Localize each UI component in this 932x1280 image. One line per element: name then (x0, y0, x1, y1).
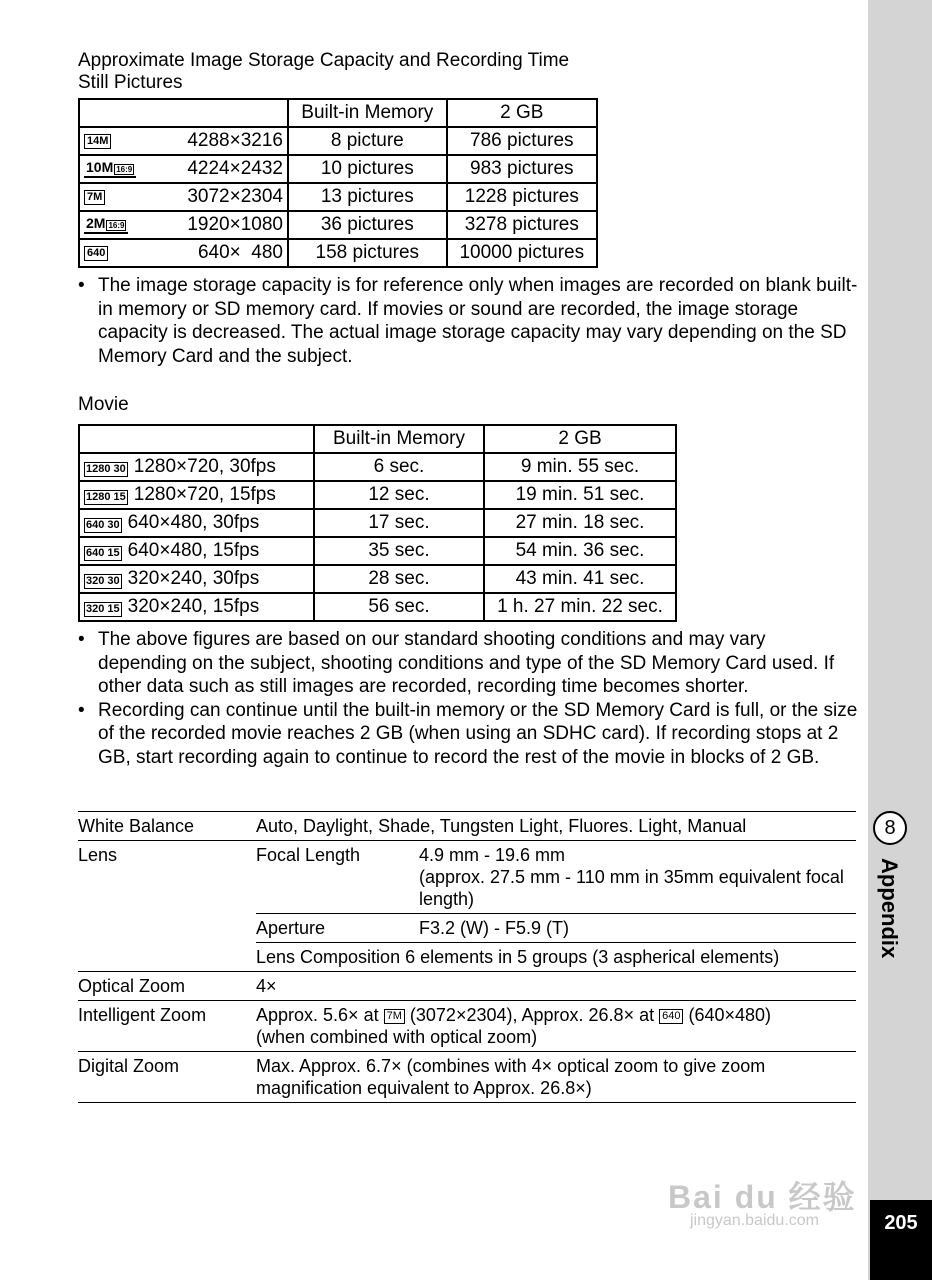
col-builtin: Built-in Memory (314, 425, 484, 453)
table-row: 14M 4288×3216 8 picture 786 pictures (79, 127, 597, 155)
table-row: 2M 16:9 1920×1080 36 pictures 3278 pictures (79, 211, 597, 239)
quality-640-icon: 640 (659, 1009, 683, 1024)
spec-row-optical-zoom: Optical Zoom 4× (78, 972, 856, 1001)
note-item: • The above figures are based on our standard shooting conditions and may vary depending on the subject, shooting conditions and type of the SD Memory Card used. If other data such as still images are recorded, recording time becomes shorter. (78, 628, 858, 699)
watermark-url: jingyan.baidu.com (690, 1212, 819, 1229)
page-number: 205 (884, 1212, 918, 1234)
quality-7m-icon: 7M (84, 190, 105, 205)
table-row: 1280 30 1280×720, 30fps 6 sec. 9 min. 55 sec. (79, 453, 676, 481)
table-row: 10M 16:9 4224×2432 10 pictures 983 pictures (79, 155, 597, 183)
movie-heading: Movie (78, 394, 129, 415)
table-row: 640 640× 480 158 pictures 10000 pictures (79, 239, 597, 267)
table-row: 320 15 320×240, 15fps 56 sec. 1 h. 27 min. 22 sec. (79, 593, 676, 621)
table-row: 1280 15 1280×720, 15fps 12 sec. 19 min. 51 sec. (79, 481, 676, 509)
movie-notes (78, 628, 858, 769)
quality-7m-icon: 7M (384, 1009, 405, 1024)
page-content (78, 50, 858, 1103)
note-item: • Recording can continue until the built-in memory or the SD Memory Card is full, or the size of the recorded movie reaches 2 GB (when using an SDHC card). If recording stops at 2 GB, start recording again to continue to record the rest of the movie in blocks of 2 GB. (78, 699, 858, 770)
chapter-number-badge: 8 (873, 811, 907, 845)
page-number-box (870, 1200, 932, 1280)
col-2gb: 2 GB (447, 99, 597, 127)
table-row: 640 15 640×480, 15fps 35 sec. 54 min. 36 sec. (79, 537, 676, 565)
table-header-row (79, 425, 676, 453)
quality-2m-icon: 2M 16:9 (84, 217, 128, 234)
table-row: 640 30 640×480, 30fps 17 sec. 27 min. 18 sec. (79, 509, 676, 537)
spec-table (78, 811, 856, 1103)
movie-table (78, 424, 677, 622)
table-header-row (79, 99, 597, 127)
still-notes (78, 274, 858, 368)
quality-640-icon: 640 (84, 246, 108, 261)
note-item: • The image storage capacity is for reference only when images are recorded on blank built-in memory or SD memory card. If movies or sound are recorded, the image storage capacity is decreased. The actual image storage capacity may vary depending on the SD Memory Card and the subject. (78, 274, 858, 368)
spec-row-lens-composition: Lens Composition 6 elements in 5 groups (3 aspherical elements) (78, 943, 856, 972)
page-title: Approximate Image Storage Capacity and Recording Time (78, 50, 570, 71)
chapter-sidebar (868, 0, 932, 1280)
movie-640-15-icon: 640 15 (86, 547, 120, 559)
movie-640-30-icon: 640 30 (86, 519, 120, 531)
spec-row-white-balance: White Balance Auto, Daylight, Shade, Tungsten Light, Fluores. Light, Manual (78, 812, 856, 841)
chapter-title: Appendix (877, 858, 902, 959)
watermark-logo: Bai du 经验 (668, 1179, 857, 1215)
quality-14m-icon: 14M (84, 134, 111, 149)
still-heading: Still Pictures (78, 72, 183, 93)
spec-row-intelligent-zoom: Intelligent Zoom Approx. 5.6× at 7M (3072×2304), Approx. 26.8× at 640 (640×480) (when combined with optical zoom) (78, 1001, 856, 1052)
col-2gb: 2 GB (484, 425, 676, 453)
movie-320-30-icon: 320 30 (86, 575, 120, 587)
movie-320-15-icon: 320 15 (86, 603, 120, 615)
movie-1280-15-icon: 1280 15 (86, 491, 126, 503)
still-table (78, 98, 598, 268)
table-row: 320 30 320×240, 30fps 28 sec. 43 min. 41 sec. (79, 565, 676, 593)
spec-row-lens-aperture: Aperture F3.2 (W) - F5.9 (T) (78, 914, 856, 943)
spec-row-lens-focal: Lens Focal Length 4.9 mm - 19.6 mm (approx. 27.5 mm - 110 mm in 35mm equivalent focal length) (78, 841, 856, 914)
quality-10m-icon: 10M 16:9 (84, 161, 136, 178)
col-builtin: Built-in Memory (288, 99, 447, 127)
spec-row-digital-zoom: Digital Zoom Max. Approx. 6.7× (combines with 4× optical zoom to give zoom magnification equivalent to Approx. 26.8×) (78, 1052, 856, 1103)
movie-1280-30-icon: 1280 30 (86, 463, 126, 475)
table-row: 7M 3072×2304 13 pictures 1228 pictures (79, 183, 597, 211)
